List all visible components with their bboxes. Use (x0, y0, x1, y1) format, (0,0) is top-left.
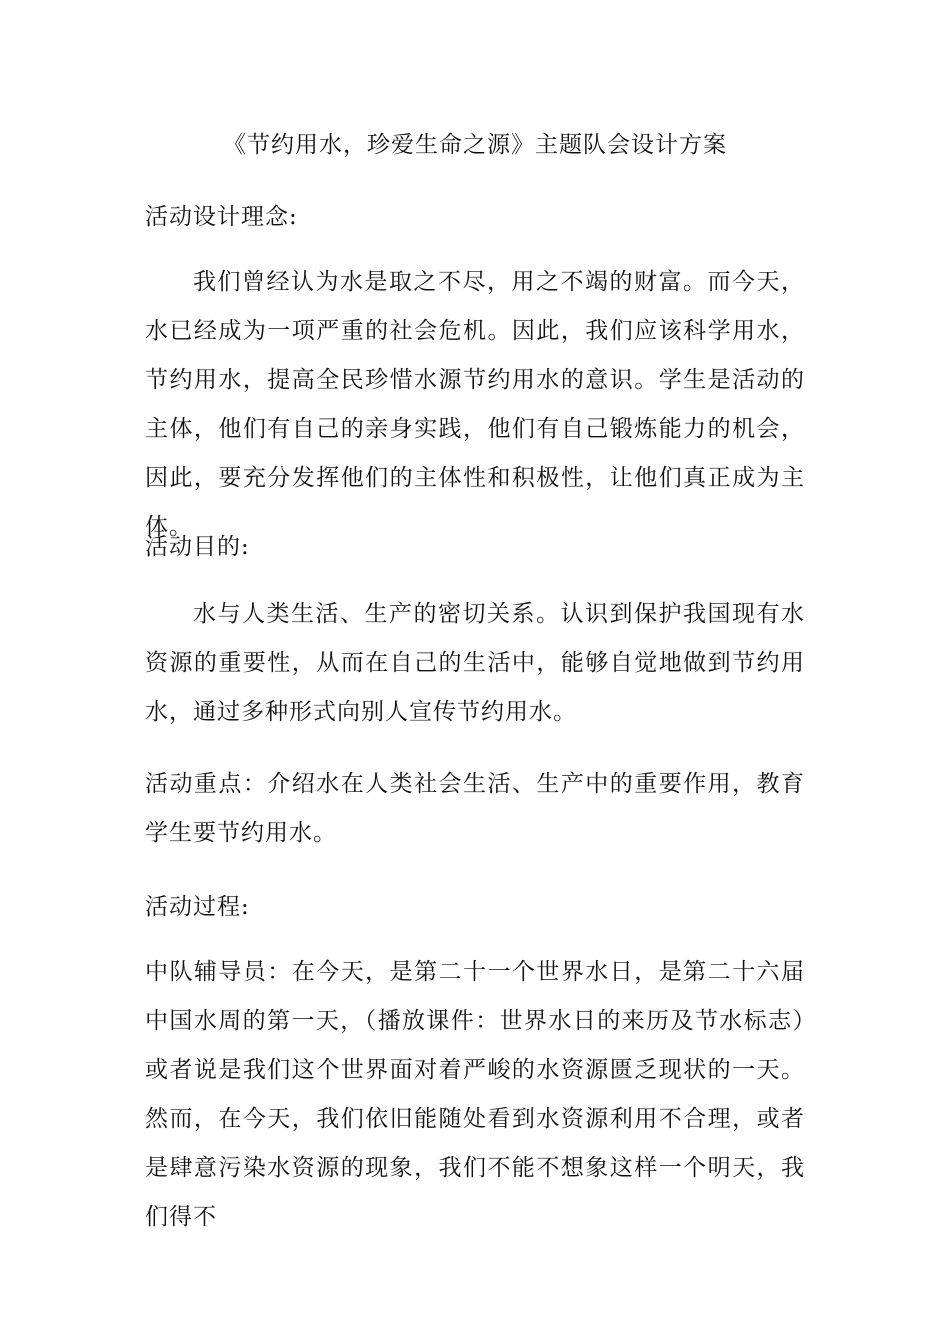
concept-paragraph: 我们曾经认为水是取之不尽，用之不竭的财富。而今天，水已经成为一项严重的社会危机。因此，我们应该科学用水，节约用水，提高全民珍惜水源节约用水的意识。学生是活动的主体，他们有自己的亲身实践，他们有自己锻炼能力的机会，因此，要充分发挥他们的主体性和积极性，让他们真正成为主体。 (145, 269, 805, 540)
purpose-heading: 活动目的: (145, 534, 250, 560)
purpose-paragraph: 水与人类生活、生产的密切关系。认识到保护我国现有水资源的重要性，从而在自己的生活中，能够自觉地做到节约用水，通过多种形式向别人宣传节约用水。 (145, 601, 805, 725)
concept-heading: 活动设计理念: (145, 204, 298, 230)
process-heading: 活动过程: (145, 894, 250, 920)
process-paragraph: 中队辅导员：在今天，是第二十一个世界水日，是第二十六届中国水周的第一天，（播放课件：世界水日的来历及节水标志）或者说是我们这个世界面对着严峻的水资源匮乏现状的一天。然而，在今天，我们依旧能随处看到水资源利用不合理，或者是肆意污染水资源的现象，我们不能不想象这样一个明天，我们得不 (145, 959, 805, 1230)
focus-paragraph: 活动重点：介绍水在人类社会生活、生产中的重要作用，教育 学生要节约用水。 (145, 771, 805, 846)
document-title: 《节约用水，珍爱生命之源》主题队会设计方案 (223, 132, 727, 158)
